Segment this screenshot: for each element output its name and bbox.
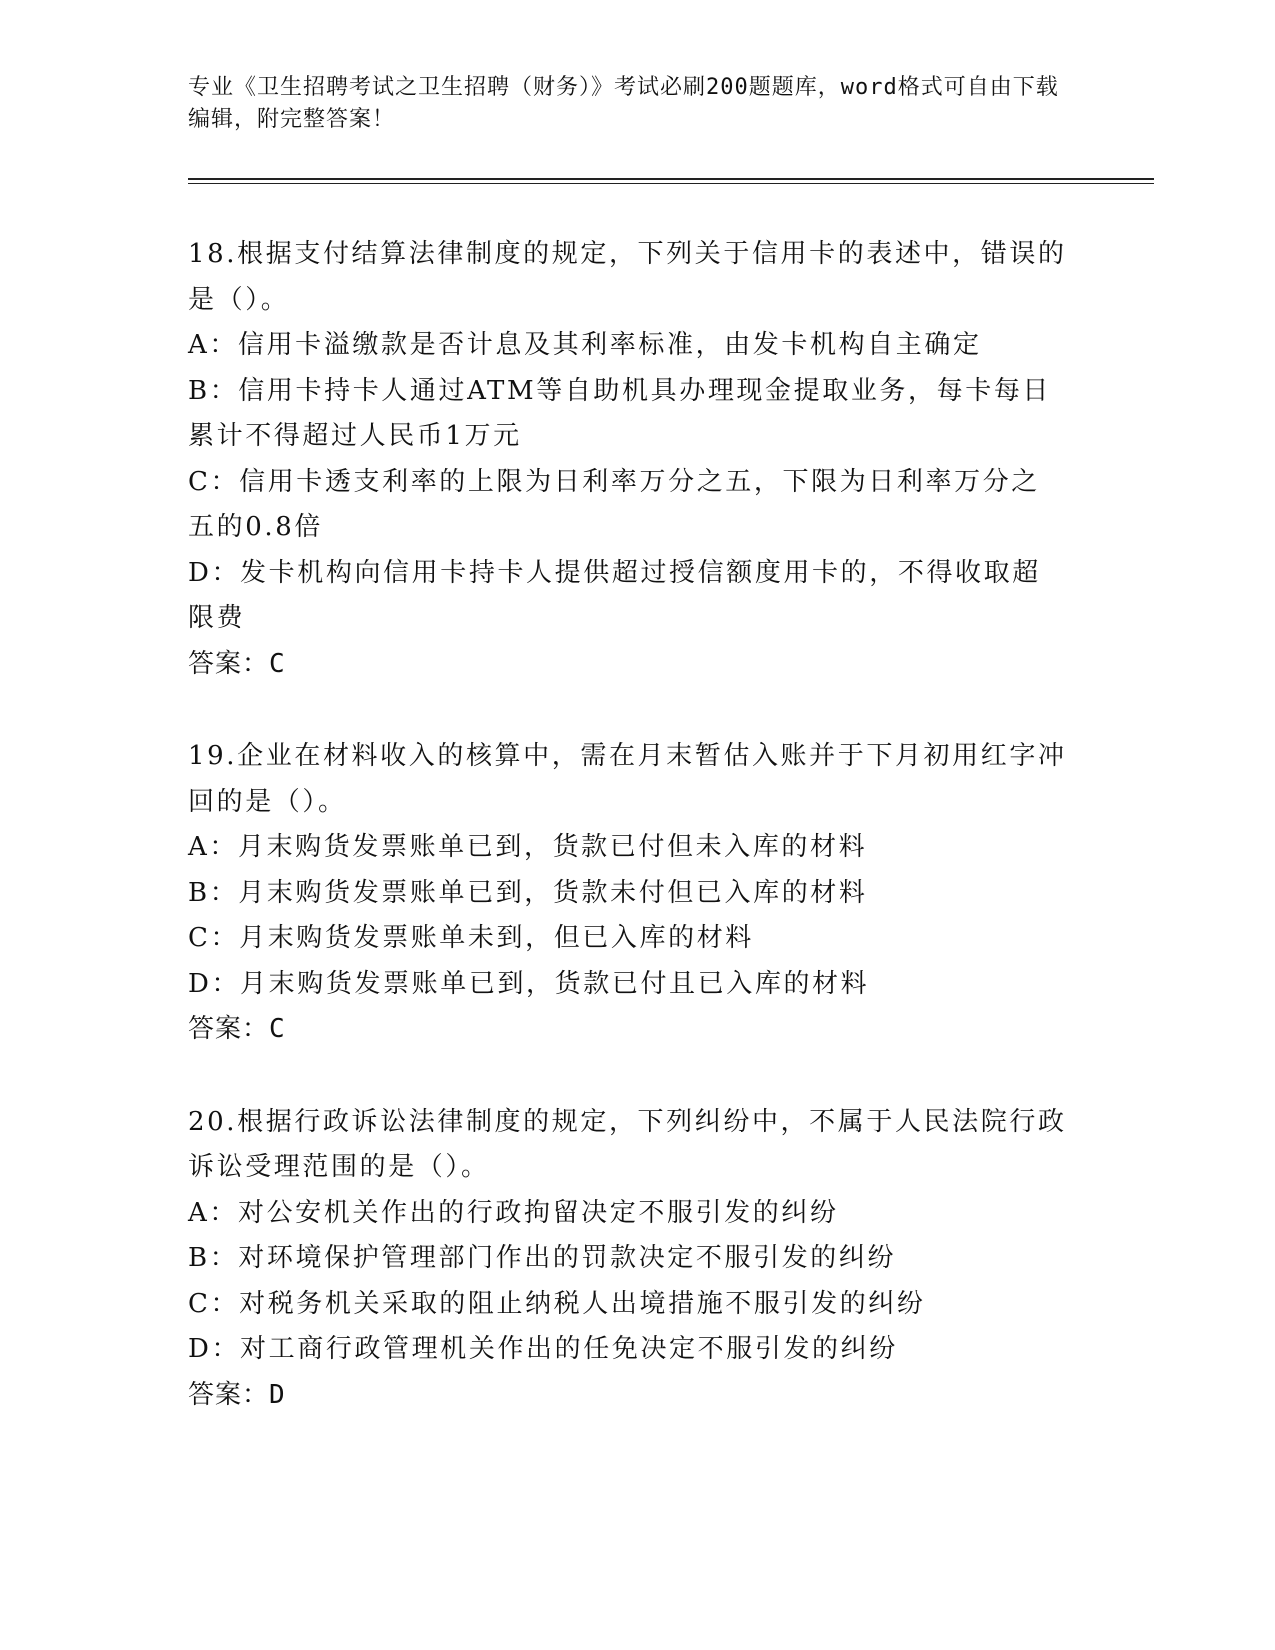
option-c: C：对税务机关采取的阻止纳税人出境措施不服引发的纠纷 xyxy=(188,1288,926,1319)
answer-line xyxy=(188,642,1068,688)
question-stem: 19.企业在材料收入的核算中，需在月末暂估入账并于下月初用红字冲回的是（）。 xyxy=(188,741,1067,817)
question-20 xyxy=(188,1100,1068,1419)
answer-value: C xyxy=(269,1014,286,1044)
option-b: B：月末购货发票账单已到，货款未付但已入库的材料 xyxy=(188,877,868,908)
option-d: D：月末购货发票账单已到，货款已付且已入库的材料 xyxy=(188,968,870,999)
header-divider-thick xyxy=(188,178,1154,180)
option-d: D：对工商行政管理机关作出的任免决定不服引发的纠纷 xyxy=(188,1334,898,1364)
option-c: C：月末购货发票账单未到，但已入库的材料 xyxy=(188,923,754,953)
question-19 xyxy=(188,734,1068,1053)
answer-value: D xyxy=(269,1379,286,1410)
document-header xyxy=(188,72,1068,136)
option-b: B：对环境保护管理部门作出的罚款决定不服引发的纠纷 xyxy=(188,1243,897,1273)
option-a: A：信用卡溢缴款是否计息及其利率标准，由发卡机构自主确定 xyxy=(188,330,982,360)
option-a: A：月末购货发票账单已到，货款已付但未入库的材料 xyxy=(188,832,868,862)
answer-label: 答案： xyxy=(188,648,270,679)
header-text: 专业《卫生招聘考试之卫生招聘（财务）》考试必刷200题题库，word格式可自由下载编辑，附完整答案！ xyxy=(188,75,1059,132)
option-c: C：信用卡透支利率的上限为日利率万分之五，下限为日利率万分之五的0.8倍 xyxy=(188,466,1040,542)
answer-value: C xyxy=(269,648,286,679)
option-d: D：发卡机构向信用卡持卡人提供超过授信额度用卡的，不得收取超限费 xyxy=(188,557,1041,633)
question-stem: 18.根据支付结算法律制度的规定，下列关于信用卡的表述中，错误的是（）。 xyxy=(188,239,1067,315)
answer-label: 答案： xyxy=(188,1014,270,1044)
question-list xyxy=(188,232,1068,1465)
option-a: A：对公安机关作出的行政拘留决定不服引发的纠纷 xyxy=(188,1197,839,1228)
answer-label: 答案： xyxy=(188,1379,270,1410)
header-divider-thin xyxy=(188,183,1154,184)
answer-line xyxy=(188,1007,1068,1053)
answer-line xyxy=(188,1373,1068,1419)
question-18 xyxy=(188,232,1068,687)
question-stem: 20.根据行政诉讼法律制度的规定，下列纠纷中，不属于人民法院行政诉讼受理范围的是（）。 xyxy=(188,1106,1067,1182)
option-b: B：信用卡持卡人通过ATM等自助机具办理现金提取业务，每卡每日累计不得超过人民币1万元 xyxy=(188,375,1052,451)
